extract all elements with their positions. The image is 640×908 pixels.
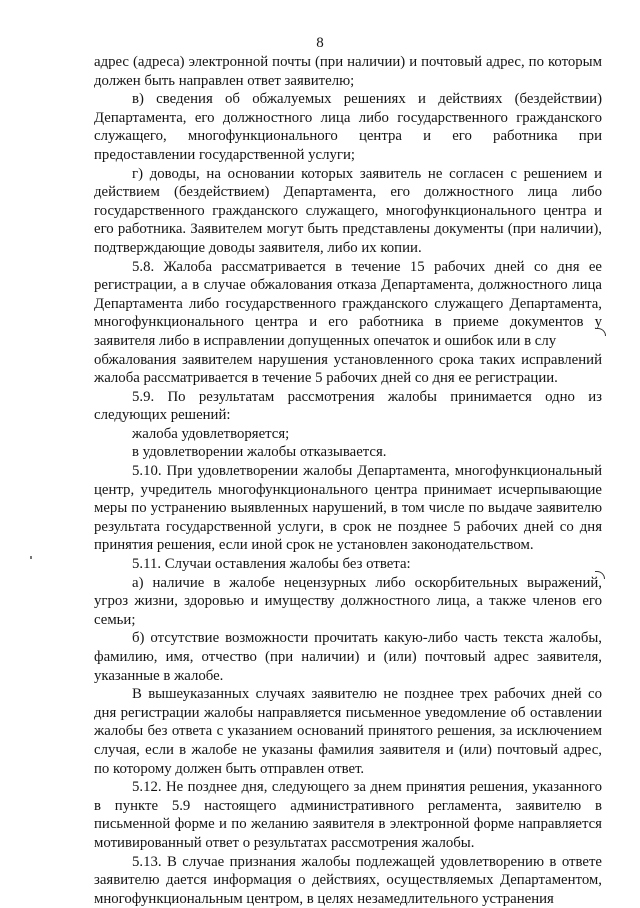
- paragraph-address-continuation: адрес (адреса) электронной почты (при наличии) и почтовый адрес, по которым должен быть направлен ответ заявителю;: [94, 54, 602, 89]
- paragraph-item-v: в) сведения об обжалуемых решениях и действиях (бездействии) Департамента, его должностного лица либо государственного гражданского служащего, многофункционального центра и его работника при предоставлении государственной услуги;: [94, 91, 602, 163]
- paragraph-item-b: б) отсутствие возможности прочитать какую-либо часть текста жалобы, фамилию, имя, отчество (при наличии) и (или) почтовый адрес заявителя, указанные в жалобе.: [94, 630, 602, 684]
- scan-artifact-mark: [595, 571, 605, 579]
- paragraph-item-g: г) доводы, на основании которых заявитель не согласен с решением и действием (бездействием) Департамента, его должностного лица либо государственного гражданского служащего, многофункционального центра и его работника. Заявителем могут быть представлены документы (при наличии), подтверждающие доводы заявителя, либо их копии.: [94, 165, 602, 256]
- paragraph-5-8-continuation: обжалования заявителем нарушения установленного срока таких исправлений жалоба рассматривается в течение 5 рабочих дней со дня ее регистрации.: [94, 351, 602, 387]
- scan-artifact-dot: [30, 556, 32, 559]
- page-number: 8: [316, 35, 324, 51]
- paragraph-decision-refused: в удовлетворении жалобы отказывается.: [132, 444, 387, 461]
- paragraph-5-10: 5.10. При удовлетворении жалобы Департамента, многофункциональный центр, учредитель многофункционального центра принимает исчерпывающие меры по устранению выявленных нарушений, в том числе по выдаче заявителю результата государственной услуги, в срок не позднее 5 рабочих дней со дня принятия решения, если иной срок не установлен законодательством.: [94, 463, 602, 554]
- document-body: [94, 53, 602, 908]
- paragraph-above-cases: В вышеуказанных случаях заявителю не позднее трех рабочих дней со дня регистрации жалобы направляется письменное уведомление об оставлении жалобы без ответа с указанием оснований принятого решения, за исключением случая, если в жалобе не указаны фамилия заявителя и (или) почтовый адрес, по которому должен быть отправлен ответ.: [94, 686, 602, 777]
- paragraph-5-12: 5.12. Не позднее дня, следующего за днем принятия решения, указанного в пункте 5.9 настоящего административного регламента, заявителю в письменной форме и по желанию заявителя в электронной форме направляется мотивированный ответ о результатах рассмотрения жалобы.: [94, 779, 602, 851]
- paragraph-5-9: 5.9. По результатам рассмотрения жалобы принимается одно из следующих решений:: [94, 388, 602, 424]
- scan-artifact-mark: [596, 328, 606, 336]
- paragraph-item-a: а) наличие в жалобе нецензурных либо оскорбительных выражений, угроз жизни, здоровью и имуществу должностного лица, а также членов его семьи;: [94, 574, 602, 628]
- paragraph-5-13: 5.13. В случае признания жалобы подлежащей удовлетворению в ответе заявителю дается информация о действиях, осуществляемых Департаментом, многофункциональным центром, в целях незамедлительного устранения: [94, 853, 602, 907]
- paragraph-5-11: 5.11. Случаи оставления жалобы без ответа:: [132, 556, 411, 573]
- paragraph-5-8: 5.8. Жалоба рассматривается в течение 15 рабочих дней со дня ее регистрации, а в случае обжалования отказа Департамента, должностного лица Департамента либо государственного гражданского служащего Департамента, многофункционального центра и его работника в приеме документов у заявителя либо в исправлении допущенных опечаток и ошибок или в слу: [94, 258, 602, 349]
- paragraph-decision-satisfied: жалоба удовлетворяется;: [132, 425, 290, 442]
